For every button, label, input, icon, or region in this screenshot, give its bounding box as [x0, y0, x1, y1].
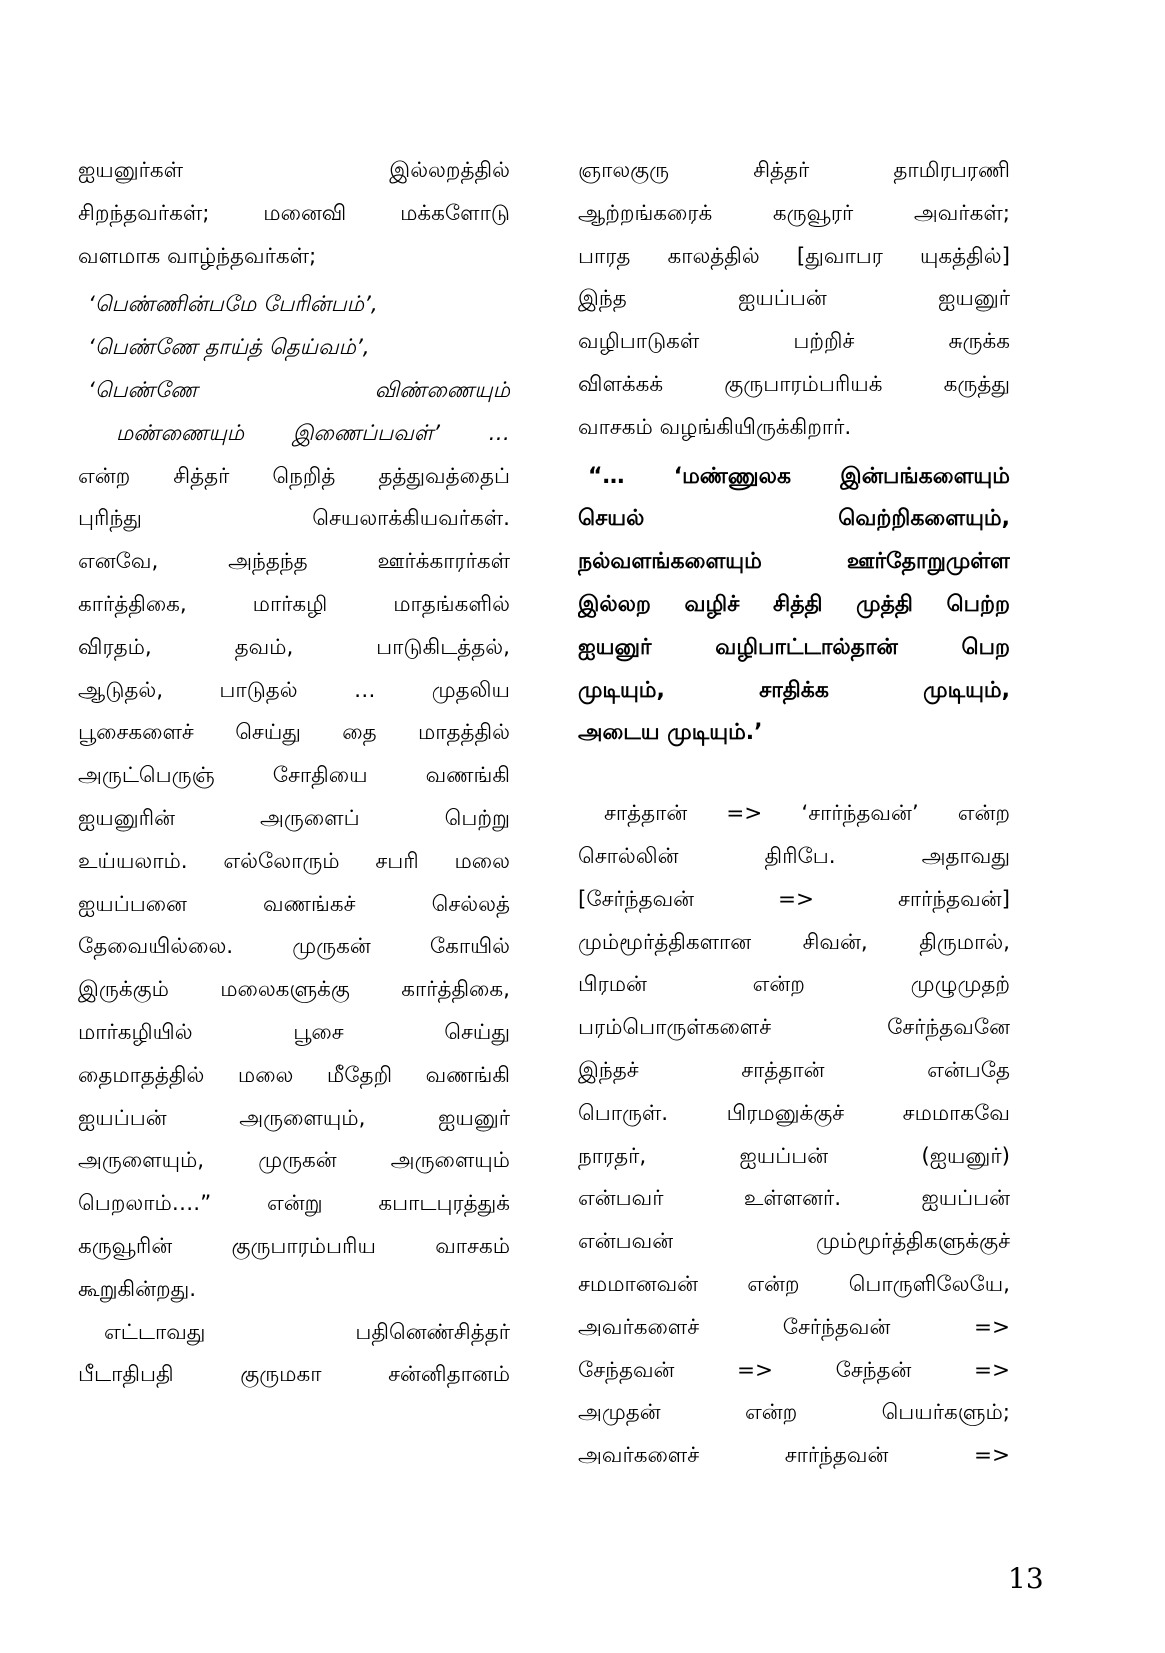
text-line: பெறலாம்….” என்று கபாடபுரத்துக் — [78, 1191, 510, 1217]
text-line: பிரமன் என்ற முழுமுதற் — [578, 972, 1010, 998]
text-line: எனவே, அந்தந்த ஊர்க்காரர்கள் — [78, 549, 510, 575]
text-line: விரதம், தவம், பாடுகிடத்தல், — [78, 634, 510, 660]
text-line: அருட்பெருஞ் சோதியை வணங்கி — [78, 763, 510, 789]
text-line: என்ற சித்தர் நெறித் தத்துவத்தைப் — [78, 463, 510, 489]
text-line: தேவையில்லை. முருகன் கோயில் — [78, 934, 510, 960]
text-line: தைமாதத்தில் மலை மீதேறி வணங்கி — [78, 1062, 510, 1088]
quote-line: மண்ணையும் இணைப்பவள்’ … — [116, 420, 510, 446]
text-line: ஆடுதல், பாடுதல் … முதலிய — [78, 677, 510, 703]
text-line: ஞாலகுரு சித்தர் தாமிரபரணி — [578, 158, 1010, 183]
text-line: எட்டாவது பதினெண்சித்தர் — [104, 1319, 510, 1345]
text-line: கூறுகின்றது. — [78, 1276, 197, 1302]
text-line: ஐயனுரின் அருளைப் பெற்று — [78, 805, 510, 831]
text-line: உய்யலாம். எல்லோரும் சபரி மலை — [78, 848, 510, 874]
bold-quote-line: “… ‘மண்ணுலக இன்பங்களையும் — [588, 463, 1010, 489]
text-line: சிறந்தவர்கள்; மனைவி மக்களோடு — [78, 200, 510, 226]
text-line: அவர்களைச் சார்ந்தவன் => — [578, 1443, 1010, 1469]
bold-quote-line: நல்வளங்களையும் ஊர்தோறுமுள்ள — [578, 549, 1010, 575]
text-line: சேந்தவன் => சேந்தன் => — [578, 1357, 1010, 1383]
bold-quote-line: இல்லற வழிச் சித்தி முத்தி பெற்ற — [578, 591, 1010, 617]
text-line: இந்த ஐயப்பன் ஐயனுர் — [578, 286, 1010, 312]
right-text-column — [578, 150, 1010, 1478]
text-line: அவர்களைச் சேர்ந்தவன் => — [578, 1314, 1010, 1340]
text-line: மார்கழியில் பூசை செய்து — [78, 1019, 510, 1045]
text-line: ஆற்றங்கரைக் கருவூரர் அவர்கள்; — [578, 200, 1010, 226]
text-line: இந்தச் சாத்தான் என்பதே — [578, 1057, 1010, 1083]
text-line: சொல்லின் திரிபே. அதாவது — [578, 843, 1010, 869]
text-line: [சேர்ந்தவன் => சார்ந்தவன்] — [578, 886, 1010, 912]
text-line: அமுதன் என்ற பெயர்களும்; — [578, 1400, 1010, 1426]
text-line: ஐயனுர்கள் இல்லறத்தில் — [78, 158, 510, 183]
left-text-column — [78, 150, 510, 1397]
text-line: கார்த்திகை, மார்கழி மாதங்களில் — [78, 591, 510, 617]
text-line: பாரத காலத்தில் [துவாபர யுகத்தில்] — [578, 243, 1010, 269]
text-line: சமமானவன் என்ற பொருளிலேயே, — [578, 1271, 1010, 1297]
text-line: விளக்கக் குருபாரம்பரியக் கருத்து — [578, 371, 1010, 397]
quote-line: ‘பெண்ணே தாய்த் தெய்வம்’, — [88, 335, 370, 361]
text-line: என்பவர் உள்ளனர். ஐயப்பன் — [578, 1186, 1010, 1212]
text-line: வாசகம் வழங்கியிருக்கிறார். — [578, 414, 852, 440]
bold-quote-line: செயல் வெற்றிகளையும், — [578, 506, 1010, 532]
bold-quote-line: ஐயனுர் வழிபாட்டால்தான் பெற — [578, 634, 1010, 660]
text-line: ஐயப்பன் அருளையும், ஐயனுர் — [78, 1105, 510, 1131]
text-line: நாரதர், ஐயப்பன் (ஐயனுர்) — [578, 1143, 1010, 1169]
text-line: சாத்தான் => ‘சார்ந்தவன்’ என்ற — [604, 801, 1010, 827]
quote-line: ‘பெண்ணே விண்ணையும் — [88, 377, 510, 403]
bold-quote-line: அடைய முடியும்.’ — [578, 720, 763, 746]
text-line: அருளையும், முருகன் அருளையும் — [78, 1148, 510, 1174]
text-line: இருக்கும் மலைகளுக்கு கார்த்திகை, — [78, 977, 510, 1003]
text-line: புரிந்து செயலாக்கியவர்கள். — [78, 506, 510, 532]
quote-line: ‘பெண்ணின்பமே பேரின்பம்’, — [88, 292, 378, 318]
page-number: 13 — [1008, 1562, 1044, 1595]
text-line: வளமாக வாழ்ந்தவர்கள்; — [78, 243, 317, 269]
text-line: வழிபாடுகள் பற்றிச் சுருக்க — [578, 329, 1010, 355]
text-line: என்பவன் மும்மூர்த்திகளுக்குச் — [578, 1229, 1010, 1255]
text-line: ஐயப்பனை வணங்கச் செல்லத் — [78, 891, 510, 917]
text-line: மும்மூர்த்திகளான சிவன், திருமால், — [578, 929, 1010, 955]
bold-quote-line: முடியும், சாதிக்க முடியும், — [578, 677, 1010, 703]
text-line: கருவூரின் குருபாரம்பரிய வாசகம் — [78, 1233, 510, 1259]
text-line: பீடாதிபதி குருமகா சன்னிதானம் — [78, 1362, 510, 1388]
text-line: பரம்பொருள்களைச் சேர்ந்தவனே — [578, 1015, 1010, 1041]
text-line: பொருள். பிரமனுக்குச் சமமாகவே — [578, 1100, 1010, 1126]
text-line: பூசைகளைச் செய்து தை மாதத்தில் — [78, 720, 510, 746]
